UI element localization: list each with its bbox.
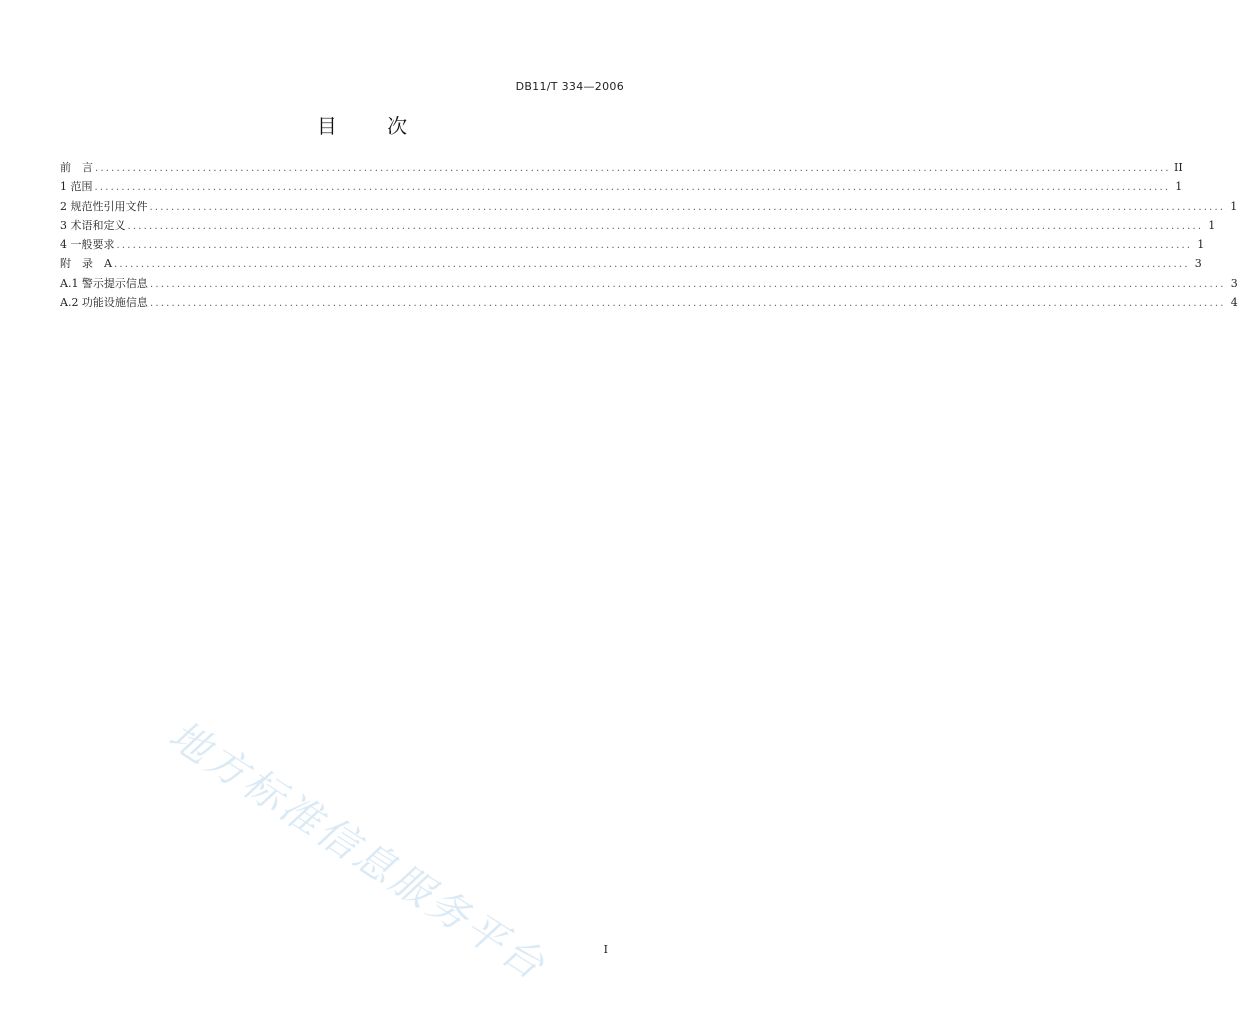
- toc-entry-label: 前 言: [60, 161, 93, 174]
- toc-entry-page: 1: [1175, 180, 1183, 194]
- toc-leader-dots: ........................................................................................................................................................................................................: [113, 259, 1190, 271]
- toc-entry-page: 3: [1230, 276, 1238, 290]
- toc-entry-label: 附 录 A: [60, 257, 112, 271]
- toc-leader-dots: ........................................................................................................................................................................................................: [127, 220, 1204, 232]
- toc-entry-page: 1: [1230, 199, 1238, 213]
- toc-entry-page: 1: [1208, 218, 1216, 232]
- watermark: 地方标准信息服务平台: [160, 712, 555, 991]
- table-of-contents: [60, 158, 1238, 312]
- toc-leader-dots: ........................................................................................................................................................................................................: [94, 182, 1171, 194]
- standard-number: DB11/T 334—2006: [515, 80, 624, 93]
- toc-leader-dots: ........................................................................................................................................................................................................: [95, 163, 1171, 174]
- toc-entry-label: A.2 功能设施信息: [60, 296, 148, 310]
- toc-leader-dots: ........................................................................................................................................................................................................: [149, 201, 1226, 213]
- toc-entry-label: 4 一般要求: [60, 238, 115, 252]
- toc-leader-dots: ........................................................................................................................................................................................................: [149, 278, 1226, 290]
- toc-entry-normative-references[interactable]: [60, 197, 1238, 216]
- page-number: I: [603, 943, 608, 956]
- toc-leader-dots: ........................................................................................................................................................................................................: [149, 298, 1226, 310]
- toc-entry-appendix-a[interactable]: [60, 254, 1202, 273]
- toc-entry-foreword[interactable]: [60, 158, 1183, 177]
- toc-entry-scope[interactable]: [60, 177, 1183, 196]
- toc-entry-a1-warning-info[interactable]: [60, 274, 1238, 293]
- toc-entry-label: 3 术语和定义: [60, 218, 126, 232]
- toc-entry-label: 1 范围: [60, 180, 93, 194]
- toc-entry-a2-facility-info[interactable]: [60, 293, 1238, 312]
- toc-entry-page: 3: [1194, 257, 1202, 271]
- toc-entry-page: 1: [1197, 238, 1205, 252]
- toc-entry-page: II: [1174, 161, 1183, 174]
- page-title: 目 次: [316, 114, 430, 138]
- toc-leader-dots: ........................................................................................................................................................................................................: [116, 240, 1193, 252]
- toc-entry-label: A.1 警示提示信息: [60, 276, 148, 290]
- toc-entry-page: 4: [1230, 296, 1238, 310]
- toc-entry-terms[interactable]: [60, 216, 1216, 235]
- toc-entry-general-requirements[interactable]: [60, 235, 1205, 254]
- toc-entry-label: 2 规范性引用文件: [60, 199, 148, 213]
